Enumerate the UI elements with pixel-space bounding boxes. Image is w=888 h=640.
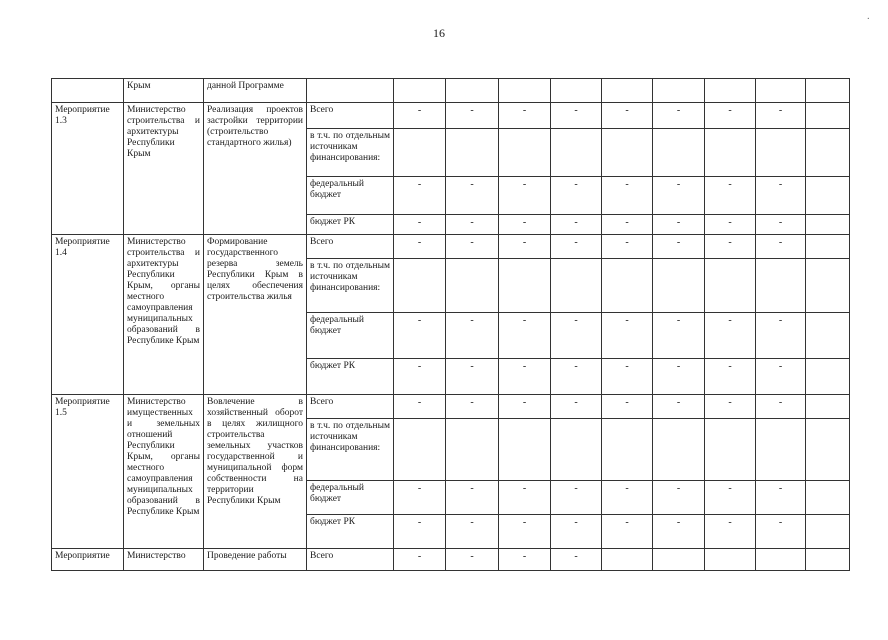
description-cell: данной Программе xyxy=(204,79,307,103)
funding-value-text: - xyxy=(625,179,629,190)
measure-description: Реализация проектов застройки территории (строительство стандартного жилья) xyxy=(204,103,307,235)
funding-value-text: - xyxy=(522,397,527,408)
funding-source-label: федеральный бюджет xyxy=(307,313,394,359)
value-cell xyxy=(499,79,551,103)
funding-value xyxy=(705,215,756,235)
measure-row xyxy=(52,235,850,259)
funding-value-text: - xyxy=(522,483,527,494)
funding-value-text: - xyxy=(728,217,732,228)
executor-cell: Крым xyxy=(124,79,204,103)
funding-value xyxy=(806,235,850,259)
measure-executor: Министерство имущественных и земельных отношений Республики Крым, органы местного самоуправления муниципальных образований в Республике Крым xyxy=(124,395,204,549)
value-cell xyxy=(806,79,850,103)
funding-value xyxy=(756,103,806,129)
funding-value-text: - xyxy=(778,315,783,326)
funding-source-label: Всего xyxy=(307,395,394,419)
funding-value-text: - xyxy=(522,105,527,116)
funding-value-text: - xyxy=(625,105,629,116)
funding-value xyxy=(446,259,499,313)
funding-value-text: - xyxy=(778,397,783,408)
funding-value-text: - xyxy=(574,483,578,494)
measure-row xyxy=(52,103,850,129)
funding-value xyxy=(499,313,551,359)
funding-value-text: - xyxy=(470,361,474,372)
funding-value xyxy=(446,129,499,177)
funding-value-text: - xyxy=(522,179,527,190)
measure-executor: Министерство строительства и архитектуры Республики Крым xyxy=(124,103,204,235)
funding-value-text: - xyxy=(625,397,629,408)
funding-source-label: федеральный бюджет xyxy=(307,177,394,215)
funding-value-text: - xyxy=(778,105,783,116)
funding-value xyxy=(756,215,806,235)
funding-value-text: - xyxy=(728,517,732,528)
funding-value-text: - xyxy=(417,105,422,116)
funding-value xyxy=(446,177,499,215)
funding-value xyxy=(551,129,602,177)
funding-value xyxy=(446,395,499,419)
funding-value xyxy=(806,215,850,235)
funding-value xyxy=(705,177,756,215)
funding-value xyxy=(499,395,551,419)
funding-value xyxy=(394,395,446,419)
funding-value xyxy=(602,419,653,481)
funding-value xyxy=(446,549,499,571)
funding-value xyxy=(705,235,756,259)
funding-value-text: - xyxy=(417,551,422,562)
funding-value xyxy=(551,313,602,359)
funding-source-label: в т.ч. по отдельным источникам финансирования: xyxy=(307,419,394,481)
funding-value xyxy=(806,359,850,395)
funding-source-label: бюджет РК xyxy=(307,515,394,549)
funding-value xyxy=(806,481,850,515)
measure-name: Мероприятие xyxy=(52,549,124,571)
funding-value-text: - xyxy=(728,105,732,116)
funding-value xyxy=(499,549,551,571)
funding-value-text: - xyxy=(574,517,578,528)
funding-value-text: - xyxy=(574,105,578,116)
funding-value xyxy=(756,313,806,359)
funding-value xyxy=(602,481,653,515)
funding-value xyxy=(705,103,756,129)
funding-value-text: - xyxy=(625,217,629,228)
funding-value xyxy=(499,481,551,515)
funding-value xyxy=(499,103,551,129)
funding-value-text: - xyxy=(470,315,474,326)
funding-value-text: - xyxy=(417,361,422,372)
funding-value xyxy=(602,215,653,235)
funding-value xyxy=(806,177,850,215)
funding-value xyxy=(653,129,705,177)
funding-value xyxy=(653,313,705,359)
funding-value-text: - xyxy=(417,517,422,528)
funding-value-text: - xyxy=(728,237,732,248)
funding-value-text: - xyxy=(574,397,578,408)
funding-value xyxy=(756,259,806,313)
funding-value-text: - xyxy=(522,237,527,248)
funding-value xyxy=(806,129,850,177)
funding-value xyxy=(394,359,446,395)
funding-value xyxy=(705,359,756,395)
funding-value xyxy=(551,515,602,549)
funding-value-text: - xyxy=(522,217,527,228)
funding-value-text: - xyxy=(778,517,783,528)
funding-value xyxy=(653,359,705,395)
funding-value xyxy=(602,359,653,395)
measure-executor: Министерство xyxy=(124,549,204,571)
funding-value-text: - xyxy=(574,315,578,326)
funding-source-label: в т.ч. по отдельным источникам финансирования: xyxy=(307,129,394,177)
funding-value xyxy=(806,515,850,549)
funding-value xyxy=(394,481,446,515)
funding-value xyxy=(499,235,551,259)
funding-value xyxy=(551,549,602,571)
funding-value-text: - xyxy=(470,551,474,562)
funding-value-text: - xyxy=(728,483,732,494)
funding-value xyxy=(446,515,499,549)
value-cell xyxy=(653,79,705,103)
funding-value xyxy=(653,395,705,419)
funding-value-text: - xyxy=(470,105,474,116)
funding-value xyxy=(602,313,653,359)
funding-value xyxy=(446,215,499,235)
funding-value xyxy=(602,177,653,215)
funding-value-text: - xyxy=(625,361,629,372)
funding-source-label: в т.ч. по отдельным источникам финансирования: xyxy=(307,259,394,313)
funding-value-text: - xyxy=(676,517,681,528)
funding-value xyxy=(806,419,850,481)
funding-value-text: - xyxy=(574,179,578,190)
funding-value-text: - xyxy=(574,217,578,228)
funding-value xyxy=(756,481,806,515)
funding-value xyxy=(806,395,850,419)
funding-value-text: - xyxy=(728,397,732,408)
funding-value xyxy=(551,259,602,313)
funding-source-label: федеральный бюджет xyxy=(307,481,394,515)
value-cell xyxy=(551,79,602,103)
funding-value xyxy=(602,395,653,419)
funding-value xyxy=(756,549,806,571)
funding-value xyxy=(551,395,602,419)
funding-source-label: Всего xyxy=(307,549,394,571)
funding-value xyxy=(602,235,653,259)
funding-value-text: - xyxy=(625,517,629,528)
funding-value-text: - xyxy=(778,179,783,190)
source-cell xyxy=(307,79,394,103)
funding-value xyxy=(394,515,446,549)
value-cell xyxy=(756,79,806,103)
funding-value-text: - xyxy=(778,361,783,372)
funding-value xyxy=(499,129,551,177)
measure-executor: Министерство строительства и архитектуры Республики Крым, органы местного самоуправления муниципальных образований в Республике Крым xyxy=(124,235,204,395)
value-cell xyxy=(602,79,653,103)
funding-value-text: - xyxy=(778,217,783,228)
funding-value xyxy=(394,177,446,215)
continuation-row xyxy=(52,79,850,103)
funding-value-text: - xyxy=(625,315,629,326)
funding-value-text: - xyxy=(676,105,681,116)
funding-value-text: - xyxy=(522,361,527,372)
funding-value xyxy=(551,235,602,259)
funding-value-text: - xyxy=(625,237,629,248)
corner-mark: · xyxy=(866,14,870,25)
funding-value-text: - xyxy=(522,517,527,528)
funding-value-text: - xyxy=(417,217,422,228)
funding-value xyxy=(499,215,551,235)
measure-description: Проведение работы xyxy=(204,549,307,571)
funding-value xyxy=(394,313,446,359)
funding-value-text: - xyxy=(728,361,732,372)
funding-value xyxy=(705,515,756,549)
funding-value xyxy=(602,549,653,571)
funding-value xyxy=(394,235,446,259)
funding-value-text: - xyxy=(417,179,422,190)
funding-value xyxy=(653,481,705,515)
funding-value xyxy=(705,259,756,313)
funding-value xyxy=(551,481,602,515)
funding-value xyxy=(446,235,499,259)
funding-value-text: - xyxy=(470,217,474,228)
funding-value xyxy=(446,481,499,515)
funding-value xyxy=(705,549,756,571)
funding-value xyxy=(653,419,705,481)
funding-value xyxy=(756,359,806,395)
funding-value xyxy=(446,419,499,481)
funding-value xyxy=(705,313,756,359)
funding-value-text: - xyxy=(676,237,681,248)
funding-value xyxy=(394,215,446,235)
funding-value xyxy=(705,481,756,515)
page-number: 16 xyxy=(433,26,445,40)
funding-value-text: - xyxy=(574,237,578,248)
funding-source-label: бюджет РК xyxy=(307,359,394,395)
funding-value xyxy=(806,549,850,571)
funding-source-label: Всего xyxy=(307,103,394,129)
funding-value xyxy=(653,235,705,259)
measure-row xyxy=(52,395,850,419)
funding-value xyxy=(394,549,446,571)
funding-value xyxy=(499,177,551,215)
funding-value xyxy=(653,259,705,313)
value-cell xyxy=(394,79,446,103)
measure-cell xyxy=(52,79,124,103)
funding-value xyxy=(551,215,602,235)
funding-value-text: - xyxy=(676,397,681,408)
funding-value xyxy=(705,419,756,481)
funding-value xyxy=(446,313,499,359)
funding-value xyxy=(602,515,653,549)
funding-value-text: - xyxy=(417,237,422,248)
funding-value-text: - xyxy=(470,517,474,528)
funding-value xyxy=(602,103,653,129)
measure-name: Мероприятие 1.5 xyxy=(52,395,124,549)
funding-source-label: бюджет РК xyxy=(307,215,394,235)
funding-value xyxy=(551,419,602,481)
funding-value xyxy=(394,103,446,129)
funding-value-text: - xyxy=(778,483,783,494)
funding-value xyxy=(499,259,551,313)
funding-value xyxy=(653,103,705,129)
funding-value xyxy=(602,259,653,313)
funding-value-text: - xyxy=(778,237,783,248)
value-cell xyxy=(705,79,756,103)
measure-description: Формирование государственного резерва земель Республики Крым в целях обеспечения строительства жилья xyxy=(204,235,307,395)
funding-value-text: - xyxy=(676,483,681,494)
funding-value-text: - xyxy=(728,315,732,326)
funding-value xyxy=(551,177,602,215)
funding-value xyxy=(653,549,705,571)
measure-description: Вовлечение в хозяйственный оборот в целях жилищного строительства земельных участков государственной и муниципальной форм собственности на территории Республики Крым xyxy=(204,395,307,549)
funding-value-text: - xyxy=(676,315,681,326)
funding-value xyxy=(806,313,850,359)
funding-value xyxy=(394,129,446,177)
measure-name: Мероприятие 1.4 xyxy=(52,235,124,395)
funding-value-text: - xyxy=(676,217,681,228)
funding-value-text: - xyxy=(417,397,422,408)
funding-value xyxy=(394,419,446,481)
financing-table xyxy=(51,78,850,571)
funding-value-text: - xyxy=(522,315,527,326)
funding-value-text: - xyxy=(417,483,422,494)
value-cell xyxy=(446,79,499,103)
funding-value xyxy=(394,259,446,313)
funding-value xyxy=(705,395,756,419)
funding-value xyxy=(602,129,653,177)
funding-value-text: - xyxy=(470,397,474,408)
funding-value-text: - xyxy=(574,551,578,562)
measure-name: Мероприятие 1.3 xyxy=(52,103,124,235)
funding-value xyxy=(551,359,602,395)
funding-value xyxy=(653,215,705,235)
funding-value xyxy=(499,419,551,481)
funding-value-text: - xyxy=(522,551,527,562)
funding-value xyxy=(446,359,499,395)
funding-value-text: - xyxy=(574,361,578,372)
funding-value xyxy=(499,515,551,549)
funding-value xyxy=(551,103,602,129)
funding-value-text: - xyxy=(417,315,422,326)
funding-value-text: - xyxy=(470,483,474,494)
funding-value xyxy=(756,177,806,215)
funding-value xyxy=(653,515,705,549)
funding-value xyxy=(705,129,756,177)
funding-value xyxy=(756,419,806,481)
funding-value-text: - xyxy=(676,179,681,190)
funding-value xyxy=(653,177,705,215)
funding-value xyxy=(446,103,499,129)
funding-value xyxy=(806,259,850,313)
funding-value-text: - xyxy=(728,179,732,190)
funding-value-text: - xyxy=(470,237,474,248)
funding-value-text: - xyxy=(470,179,474,190)
funding-value xyxy=(756,395,806,419)
funding-value xyxy=(806,103,850,129)
funding-value-text: - xyxy=(625,483,629,494)
funding-value-text: - xyxy=(676,361,681,372)
funding-value xyxy=(756,235,806,259)
funding-value xyxy=(756,515,806,549)
measure-row xyxy=(52,549,850,571)
funding-source-label: Всего xyxy=(307,235,394,259)
funding-value xyxy=(756,129,806,177)
funding-value xyxy=(499,359,551,395)
